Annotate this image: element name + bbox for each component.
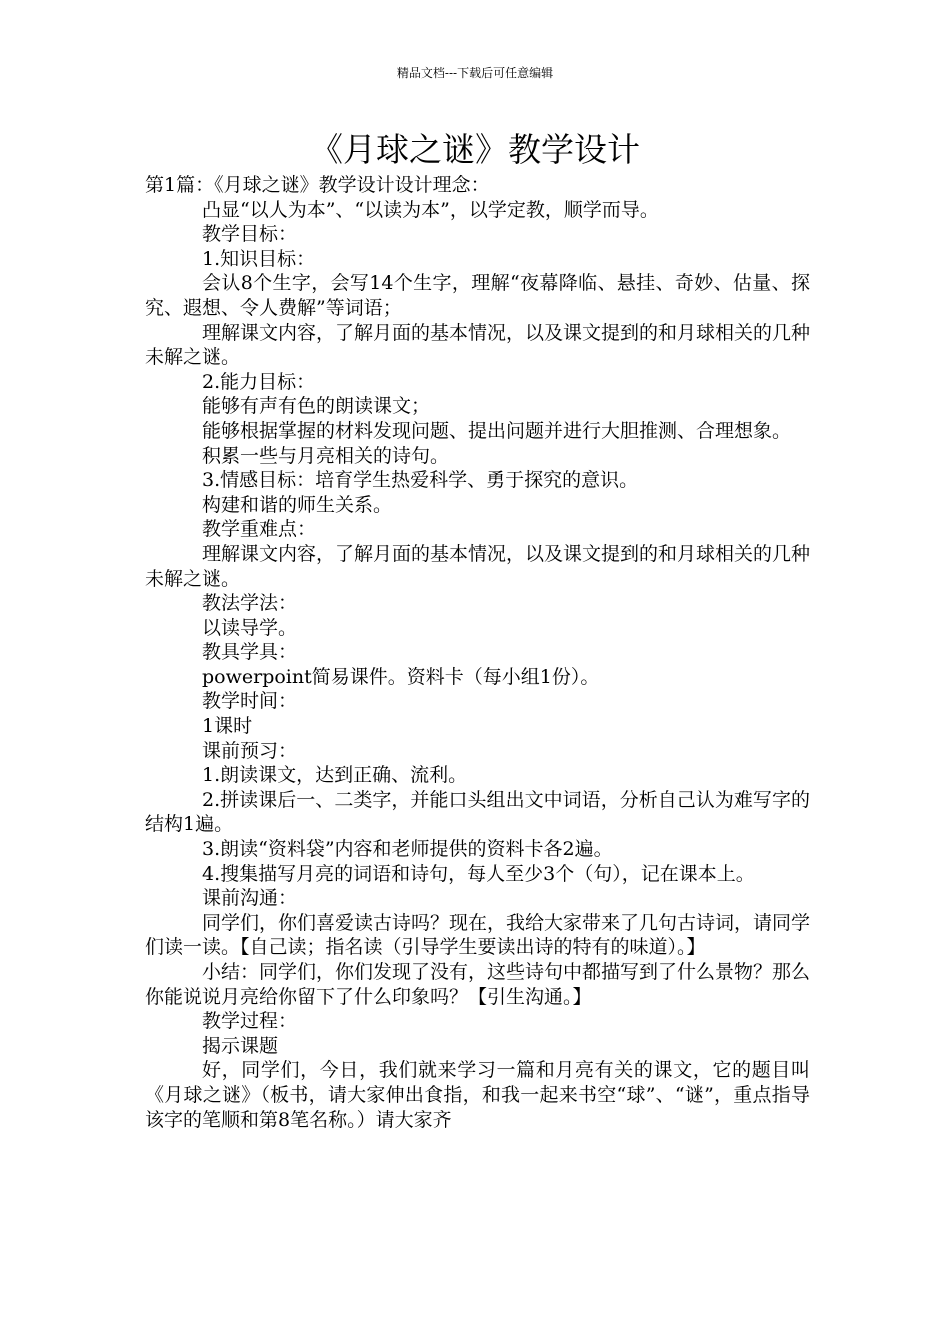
- paragraph: 1.知识目标：: [202, 247, 316, 270]
- paragraph: 好，同学们，今日，我们就来学习一篇和月亮有关的课文，它的题目叫《月球之谜》（板书，请大家伸出食指，和我一起来书空“球”、“谜”，重点指导该字的笔顺和第8笔名称。）请大家齐: [145, 1059, 810, 1131]
- paragraph: 揭示课题: [202, 1034, 279, 1057]
- paragraph: 会认8个生字，会写14个生字，理解“夜幕降临、悬挂、奇妙、估量、探究、遐想、令人费解”等词语；: [145, 272, 810, 319]
- paragraph: 理解课文内容，了解月面的基本情况，以及课文提到的和月球相关的几种未解之谜。: [145, 321, 811, 369]
- paragraph: 教学过程：: [202, 1010, 298, 1033]
- paragraph: 2.能力目标：: [202, 370, 316, 393]
- paragraph: 1课时: [202, 715, 253, 738]
- paragraph: 以读导学。: [202, 616, 298, 639]
- paragraph: 能够有声有色的朗读课文；: [202, 395, 431, 418]
- paragraph: 教学时间：: [202, 690, 298, 713]
- page-header: 精品文档---下载后可任意编辑: [396, 66, 554, 80]
- paragraph: 同学们，你们喜爱读古诗吗？现在，我给大家带来了几句古诗词，请同学们读一读。【自己读；指名读（引导学生要读出诗的特有的味道）。】: [145, 911, 811, 959]
- paragraph: 理解课文内容，了解月面的基本情况，以及课文提到的和月球相关的几种未解之谜。: [145, 542, 811, 590]
- paragraph: 3.情感目标：培育学生热爱科学、勇于探究的意识。: [202, 469, 639, 492]
- paragraph: 教学目标：: [202, 223, 298, 246]
- paragraph: 第1篇：《月球之谜》教学设计设计理念：: [145, 174, 490, 196]
- paragraph: 凸显“以人为本”、“以读为本”，以学定教，顺学而导。: [202, 198, 659, 221]
- paragraph: 教具学具：: [202, 641, 298, 664]
- paragraph: 教学重难点：: [202, 518, 317, 541]
- paragraph: 构建和谐的师生关系。: [202, 493, 393, 516]
- paragraph: 积累一些与月亮相关的诗句。: [202, 444, 450, 467]
- paragraph: 能够根据掌握的材料发现问题、提出问题并进行大胆推测、合理想象。: [202, 419, 792, 442]
- paragraph: 4.搜集描写月亮的词语和诗句，每人至少3个（句），记在课本上。: [202, 862, 755, 885]
- paragraph: 小结：同学们，你们发现了没有，这些诗句中都描写到了什么景物？那么你能说说月亮给你留下了什么印象吗？【引生沟通。】: [145, 961, 811, 1008]
- paragraph: 1.朗读课文，达到正确、流利。: [202, 764, 468, 787]
- document-title: 《月球之谜》教学设计: [310, 130, 640, 169]
- paragraph: 3.朗读“资料袋”内容和老师提供的资料卡各2遍。: [202, 838, 613, 861]
- paragraph: 课前预习：: [202, 739, 298, 762]
- paragraph: 2.拼读课后一、二类字，并能口头组出文中词语，分析自己认为难写字的结构1遍。: [145, 788, 810, 836]
- paragraph: 课前沟通：: [202, 887, 298, 910]
- document-body: [145, 173, 810, 1132]
- paragraph: 教法学法：: [202, 592, 298, 615]
- paragraph: powerpoint简易课件。资料卡（每小组1份）。: [202, 665, 600, 688]
